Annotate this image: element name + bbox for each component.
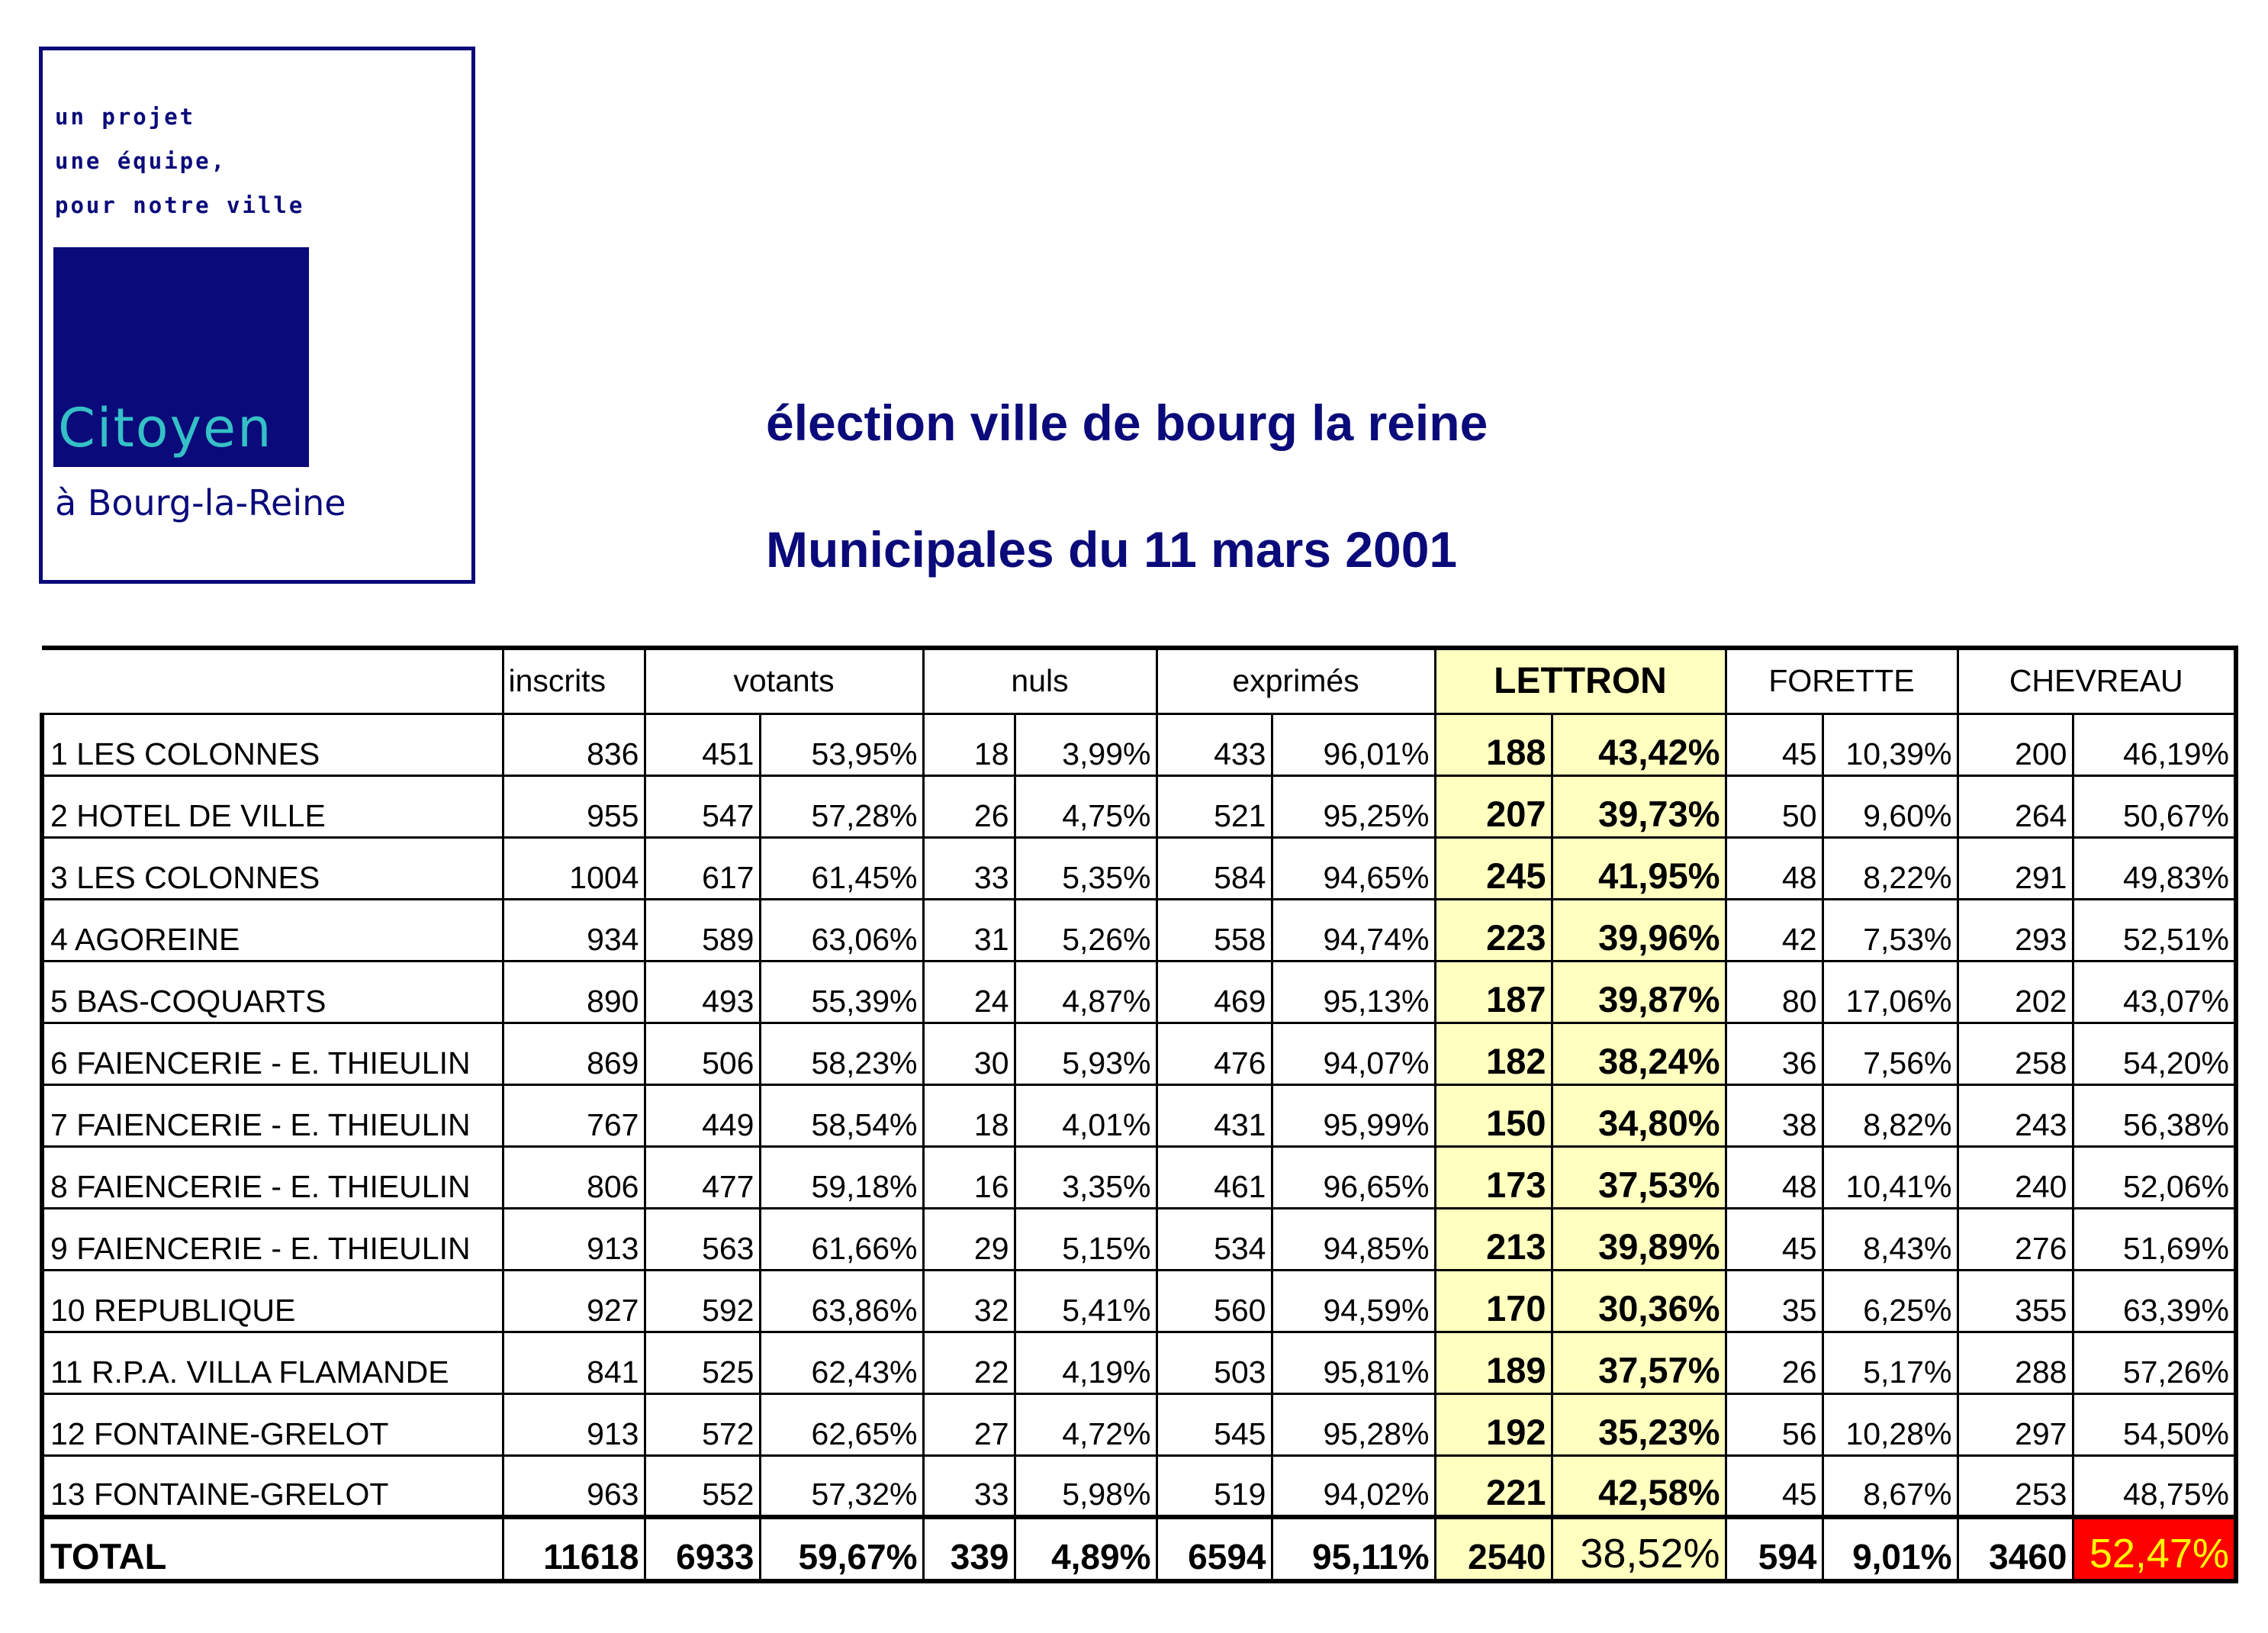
cell-nuls: 27 bbox=[923, 1393, 1015, 1455]
cell-forette: 45 bbox=[1726, 713, 1822, 775]
cell-chevreau: 243 bbox=[1958, 1084, 2073, 1146]
cell-chevreau: 3460 bbox=[1958, 1517, 2073, 1581]
cell-exprimes: 461 bbox=[1157, 1146, 1272, 1208]
cell-inscrits: 927 bbox=[503, 1270, 645, 1332]
cell-chevreau-pct: 52,47% bbox=[2073, 1517, 2236, 1581]
cell-votants-pct: 62,65% bbox=[760, 1393, 923, 1455]
cell-exprimes-pct: 94,02% bbox=[1272, 1455, 1435, 1517]
cell-nuls-pct: 5,41% bbox=[1015, 1270, 1157, 1332]
cell-nuls: 32 bbox=[923, 1270, 1015, 1332]
cell-exprimes: 519 bbox=[1157, 1455, 1272, 1517]
cell-nuls-pct: 5,15% bbox=[1015, 1208, 1157, 1270]
cell-votants-pct: 59,67% bbox=[760, 1517, 923, 1581]
cell-nuls: 18 bbox=[923, 1084, 1015, 1146]
cell-inscrits: 913 bbox=[503, 1393, 645, 1455]
header-forette: FORETTE bbox=[1726, 648, 1958, 713]
header-exprimes: exprimés bbox=[1157, 648, 1435, 713]
cell-lettron-pct: 37,53% bbox=[1552, 1146, 1726, 1208]
cell-chevreau-pct: 52,51% bbox=[2073, 899, 2236, 961]
cell-nuls-pct: 5,93% bbox=[1015, 1023, 1157, 1084]
cell-forette-pct: 10,28% bbox=[1822, 1393, 1958, 1455]
header-chevreau: CHEVREAU bbox=[1958, 648, 2236, 713]
cell-chevreau: 276 bbox=[1958, 1208, 2073, 1270]
cell-chevreau-pct: 63,39% bbox=[2073, 1270, 2236, 1332]
cell-name: 12 FONTAINE-GRELOT bbox=[42, 1393, 503, 1455]
cell-exprimes-pct: 95,28% bbox=[1272, 1393, 1435, 1455]
cell-exprimes: 545 bbox=[1157, 1393, 1272, 1455]
cell-nuls: 24 bbox=[923, 961, 1015, 1023]
cell-name: 11 R.P.A. VILLA FLAMANDE bbox=[42, 1332, 503, 1393]
cell-forette-pct: 9,60% bbox=[1822, 775, 1958, 837]
cell-votants-pct: 58,23% bbox=[760, 1023, 923, 1084]
header-row bbox=[42, 648, 2236, 713]
table-row bbox=[42, 1146, 2236, 1208]
table-row bbox=[42, 1455, 2236, 1517]
cell-chevreau-pct: 46,19% bbox=[2073, 713, 2236, 775]
cell-forette-pct: 9,01% bbox=[1822, 1517, 1958, 1581]
cell-exprimes: 534 bbox=[1157, 1208, 1272, 1270]
cell-votants-pct: 59,18% bbox=[760, 1146, 923, 1208]
cell-name: 7 FAIENCERIE - E. THIEULIN bbox=[42, 1084, 503, 1146]
cell-nuls-pct: 4,72% bbox=[1015, 1393, 1157, 1455]
cell-forette-pct: 8,67% bbox=[1822, 1455, 1958, 1517]
table-row bbox=[42, 775, 2236, 837]
cell-name: 6 FAIENCERIE - E. THIEULIN bbox=[42, 1023, 503, 1084]
cell-lettron-pct: 35,23% bbox=[1552, 1393, 1726, 1455]
cell-exprimes: 433 bbox=[1157, 713, 1272, 775]
cell-votants-pct: 55,39% bbox=[760, 961, 923, 1023]
cell-exprimes-pct: 95,99% bbox=[1272, 1084, 1435, 1146]
cell-lettron: 223 bbox=[1435, 899, 1552, 961]
cell-chevreau-pct: 51,69% bbox=[2073, 1208, 2236, 1270]
cell-exprimes-pct: 95,25% bbox=[1272, 775, 1435, 837]
cell-inscrits: 913 bbox=[503, 1208, 645, 1270]
cell-exprimes: 521 bbox=[1157, 775, 1272, 837]
cell-exprimes-pct: 95,81% bbox=[1272, 1332, 1435, 1393]
cell-forette-pct: 6,25% bbox=[1822, 1270, 1958, 1332]
page-title: élection ville de bourg la reine bbox=[766, 395, 1488, 451]
cell-votants-pct: 57,28% bbox=[760, 775, 923, 837]
cell-votants: 592 bbox=[645, 1270, 760, 1332]
cell-nuls-pct: 4,01% bbox=[1015, 1084, 1157, 1146]
cell-nuls: 29 bbox=[923, 1208, 1015, 1270]
cell-chevreau: 240 bbox=[1958, 1146, 2073, 1208]
cell-forette: 38 bbox=[1726, 1084, 1822, 1146]
cell-inscrits: 841 bbox=[503, 1332, 645, 1393]
cell-nuls-pct: 4,19% bbox=[1015, 1332, 1157, 1393]
cell-exprimes: 469 bbox=[1157, 961, 1272, 1023]
cell-nuls-pct: 4,87% bbox=[1015, 961, 1157, 1023]
cell-name: 13 FONTAINE-GRELOT bbox=[42, 1455, 503, 1517]
cell-forette: 36 bbox=[1726, 1023, 1822, 1084]
table-row bbox=[42, 899, 2236, 961]
table-row bbox=[42, 713, 2236, 775]
cell-chevreau-pct: 54,20% bbox=[2073, 1023, 2236, 1084]
cell-name: 9 FAIENCERIE - E. THIEULIN bbox=[42, 1208, 503, 1270]
cell-votants: 6933 bbox=[645, 1517, 760, 1581]
header-blank bbox=[42, 648, 503, 713]
page-subtitle: Municipales du 11 mars 2001 bbox=[766, 521, 1458, 578]
total-row bbox=[42, 1517, 2236, 1581]
cell-chevreau: 297 bbox=[1958, 1393, 2073, 1455]
cell-exprimes: 476 bbox=[1157, 1023, 1272, 1084]
cell-exprimes-pct: 95,11% bbox=[1272, 1517, 1435, 1581]
cell-forette: 48 bbox=[1726, 837, 1822, 899]
cell-lettron: 221 bbox=[1435, 1455, 1552, 1517]
cell-votants-pct: 62,43% bbox=[760, 1332, 923, 1393]
cell-forette: 35 bbox=[1726, 1270, 1822, 1332]
logo-place: à Bourg-la-Reine bbox=[55, 482, 346, 523]
cell-exprimes: 584 bbox=[1157, 837, 1272, 899]
cell-votants: 572 bbox=[645, 1393, 760, 1455]
cell-chevreau: 355 bbox=[1958, 1270, 2073, 1332]
cell-lettron-pct: 39,73% bbox=[1552, 775, 1726, 837]
cell-exprimes-pct: 94,59% bbox=[1272, 1270, 1435, 1332]
cell-lettron-pct: 39,87% bbox=[1552, 961, 1726, 1023]
cell-lettron-pct: 34,80% bbox=[1552, 1084, 1726, 1146]
cell-forette: 26 bbox=[1726, 1332, 1822, 1393]
cell-exprimes-pct: 96,01% bbox=[1272, 713, 1435, 775]
cell-lettron: 187 bbox=[1435, 961, 1552, 1023]
cell-forette-pct: 10,39% bbox=[1822, 713, 1958, 775]
cell-chevreau-pct: 57,26% bbox=[2073, 1332, 2236, 1393]
cell-forette: 48 bbox=[1726, 1146, 1822, 1208]
logo-tagline-2: une équipe, bbox=[55, 148, 227, 174]
cell-chevreau-pct: 43,07% bbox=[2073, 961, 2236, 1023]
cell-votants: 552 bbox=[645, 1455, 760, 1517]
cell-forette: 80 bbox=[1726, 961, 1822, 1023]
cell-exprimes-pct: 94,65% bbox=[1272, 837, 1435, 899]
cell-lettron-pct: 37,57% bbox=[1552, 1332, 1726, 1393]
cell-chevreau: 253 bbox=[1958, 1455, 2073, 1517]
cell-nuls: 33 bbox=[923, 837, 1015, 899]
cell-lettron-pct: 30,36% bbox=[1552, 1270, 1726, 1332]
cell-lettron-pct: 39,89% bbox=[1552, 1208, 1726, 1270]
cell-nuls-pct: 3,99% bbox=[1015, 713, 1157, 775]
cell-forette: 45 bbox=[1726, 1455, 1822, 1517]
results-table bbox=[40, 646, 2238, 1583]
cell-forette-pct: 17,06% bbox=[1822, 961, 1958, 1023]
table-row bbox=[42, 837, 2236, 899]
cell-chevreau-pct: 50,67% bbox=[2073, 775, 2236, 837]
cell-votants: 477 bbox=[645, 1146, 760, 1208]
citoyen-logo bbox=[39, 47, 475, 584]
cell-lettron: 182 bbox=[1435, 1023, 1552, 1084]
cell-votants-pct: 63,86% bbox=[760, 1270, 923, 1332]
cell-forette-pct: 10,41% bbox=[1822, 1146, 1958, 1208]
cell-inscrits: 806 bbox=[503, 1146, 645, 1208]
cell-name: 4 AGOREINE bbox=[42, 899, 503, 961]
cell-inscrits: 955 bbox=[503, 775, 645, 837]
cell-inscrits: 934 bbox=[503, 899, 645, 961]
cell-lettron: 2540 bbox=[1435, 1517, 1552, 1581]
cell-chevreau: 258 bbox=[1958, 1023, 2073, 1084]
cell-name: 1 LES COLONNES bbox=[42, 713, 503, 775]
table-row bbox=[42, 1270, 2236, 1332]
cell-lettron: 150 bbox=[1435, 1084, 1552, 1146]
cell-votants: 449 bbox=[645, 1084, 760, 1146]
cell-votants-pct: 57,32% bbox=[760, 1455, 923, 1517]
cell-chevreau: 202 bbox=[1958, 961, 2073, 1023]
cell-votants: 525 bbox=[645, 1332, 760, 1393]
cell-name: 3 LES COLONNES bbox=[42, 837, 503, 899]
cell-chevreau: 264 bbox=[1958, 775, 2073, 837]
cell-votants: 617 bbox=[645, 837, 760, 899]
cell-forette: 50 bbox=[1726, 775, 1822, 837]
cell-forette-pct: 7,53% bbox=[1822, 899, 1958, 961]
cell-inscrits: 869 bbox=[503, 1023, 645, 1084]
cell-name: 8 FAIENCERIE - E. THIEULIN bbox=[42, 1146, 503, 1208]
cell-chevreau: 293 bbox=[1958, 899, 2073, 961]
cell-inscrits: 890 bbox=[503, 961, 645, 1023]
cell-lettron: 245 bbox=[1435, 837, 1552, 899]
cell-votants: 589 bbox=[645, 899, 760, 961]
cell-chevreau: 291 bbox=[1958, 837, 2073, 899]
cell-nuls: 22 bbox=[923, 1332, 1015, 1393]
cell-votants: 451 bbox=[645, 713, 760, 775]
cell-name: TOTAL bbox=[42, 1517, 503, 1581]
cell-lettron: 189 bbox=[1435, 1332, 1552, 1393]
header-nuls: nuls bbox=[923, 648, 1157, 713]
cell-forette-pct: 8,82% bbox=[1822, 1084, 1958, 1146]
logo-tagline-3: pour notre ville bbox=[55, 192, 305, 218]
cell-lettron-pct: 38,24% bbox=[1552, 1023, 1726, 1084]
logo-name: Citoyen bbox=[58, 397, 273, 459]
cell-exprimes-pct: 94,85% bbox=[1272, 1208, 1435, 1270]
cell-chevreau: 200 bbox=[1958, 713, 2073, 775]
cell-nuls: 16 bbox=[923, 1146, 1015, 1208]
cell-chevreau-pct: 49,83% bbox=[2073, 837, 2236, 899]
cell-lettron-pct: 42,58% bbox=[1552, 1455, 1726, 1517]
cell-votants-pct: 61,66% bbox=[760, 1208, 923, 1270]
header-inscrits: inscrits bbox=[503, 648, 645, 713]
cell-lettron-pct: 39,96% bbox=[1552, 899, 1726, 961]
cell-nuls: 33 bbox=[923, 1455, 1015, 1517]
cell-name: 10 REPUBLIQUE bbox=[42, 1270, 503, 1332]
cell-exprimes-pct: 95,13% bbox=[1272, 961, 1435, 1023]
cell-nuls-pct: 3,35% bbox=[1015, 1146, 1157, 1208]
cell-exprimes: 503 bbox=[1157, 1332, 1272, 1393]
cell-chevreau-pct: 54,50% bbox=[2073, 1393, 2236, 1455]
cell-chevreau-pct: 48,75% bbox=[2073, 1455, 2236, 1517]
cell-forette: 594 bbox=[1726, 1517, 1822, 1581]
cell-votants: 506 bbox=[645, 1023, 760, 1084]
cell-votants-pct: 63,06% bbox=[760, 899, 923, 961]
cell-name: 5 BAS-COQUARTS bbox=[42, 961, 503, 1023]
cell-nuls: 339 bbox=[923, 1517, 1015, 1581]
cell-exprimes: 6594 bbox=[1157, 1517, 1272, 1581]
table-row bbox=[42, 1332, 2236, 1393]
cell-forette-pct: 7,56% bbox=[1822, 1023, 1958, 1084]
cell-votants: 563 bbox=[645, 1208, 760, 1270]
cell-exprimes: 558 bbox=[1157, 899, 1272, 961]
header-votants: votants bbox=[645, 648, 923, 713]
cell-forette-pct: 5,17% bbox=[1822, 1332, 1958, 1393]
cell-exprimes-pct: 96,65% bbox=[1272, 1146, 1435, 1208]
cell-nuls-pct: 5,26% bbox=[1015, 899, 1157, 961]
cell-exprimes-pct: 94,74% bbox=[1272, 899, 1435, 961]
cell-forette: 56 bbox=[1726, 1393, 1822, 1455]
table-row bbox=[42, 1023, 2236, 1084]
cell-chevreau-pct: 52,06% bbox=[2073, 1146, 2236, 1208]
cell-lettron-pct: 41,95% bbox=[1552, 837, 1726, 899]
cell-nuls-pct: 4,89% bbox=[1015, 1517, 1157, 1581]
cell-votants-pct: 53,95% bbox=[760, 713, 923, 775]
cell-forette-pct: 8,43% bbox=[1822, 1208, 1958, 1270]
table-row bbox=[42, 961, 2236, 1023]
cell-forette: 42 bbox=[1726, 899, 1822, 961]
cell-lettron: 192 bbox=[1435, 1393, 1552, 1455]
table-row bbox=[42, 1084, 2236, 1146]
cell-votants-pct: 58,54% bbox=[760, 1084, 923, 1146]
cell-lettron: 207 bbox=[1435, 775, 1552, 837]
cell-inscrits: 1004 bbox=[503, 837, 645, 899]
table-row bbox=[42, 1208, 2236, 1270]
header-lettron: LETTRON bbox=[1435, 648, 1726, 713]
cell-nuls: 30 bbox=[923, 1023, 1015, 1084]
cell-lettron: 173 bbox=[1435, 1146, 1552, 1208]
cell-lettron: 213 bbox=[1435, 1208, 1552, 1270]
cell-nuls-pct: 4,75% bbox=[1015, 775, 1157, 837]
logo-tagline-1: un projet bbox=[55, 104, 196, 130]
cell-nuls-pct: 5,35% bbox=[1015, 837, 1157, 899]
cell-votants-pct: 61,45% bbox=[760, 837, 923, 899]
cell-lettron: 188 bbox=[1435, 713, 1552, 775]
cell-lettron-pct: 43,42% bbox=[1552, 713, 1726, 775]
cell-chevreau-pct: 56,38% bbox=[2073, 1084, 2236, 1146]
cell-forette: 45 bbox=[1726, 1208, 1822, 1270]
cell-exprimes-pct: 94,07% bbox=[1272, 1023, 1435, 1084]
cell-exprimes: 431 bbox=[1157, 1084, 1272, 1146]
cell-exprimes: 560 bbox=[1157, 1270, 1272, 1332]
cell-nuls: 18 bbox=[923, 713, 1015, 775]
cell-votants: 547 bbox=[645, 775, 760, 837]
cell-name: 2 HOTEL DE VILLE bbox=[42, 775, 503, 837]
cell-nuls: 31 bbox=[923, 899, 1015, 961]
cell-inscrits: 836 bbox=[503, 713, 645, 775]
cell-chevreau: 288 bbox=[1958, 1332, 2073, 1393]
cell-inscrits: 767 bbox=[503, 1084, 645, 1146]
cell-lettron-pct: 38,52% bbox=[1552, 1517, 1726, 1581]
cell-inscrits: 11618 bbox=[503, 1517, 645, 1581]
cell-lettron: 170 bbox=[1435, 1270, 1552, 1332]
cell-nuls-pct: 5,98% bbox=[1015, 1455, 1157, 1517]
table-row bbox=[42, 1393, 2236, 1455]
cell-inscrits: 963 bbox=[503, 1455, 645, 1517]
cell-votants: 493 bbox=[645, 961, 760, 1023]
cell-nuls: 26 bbox=[923, 775, 1015, 837]
cell-forette-pct: 8,22% bbox=[1822, 837, 1958, 899]
